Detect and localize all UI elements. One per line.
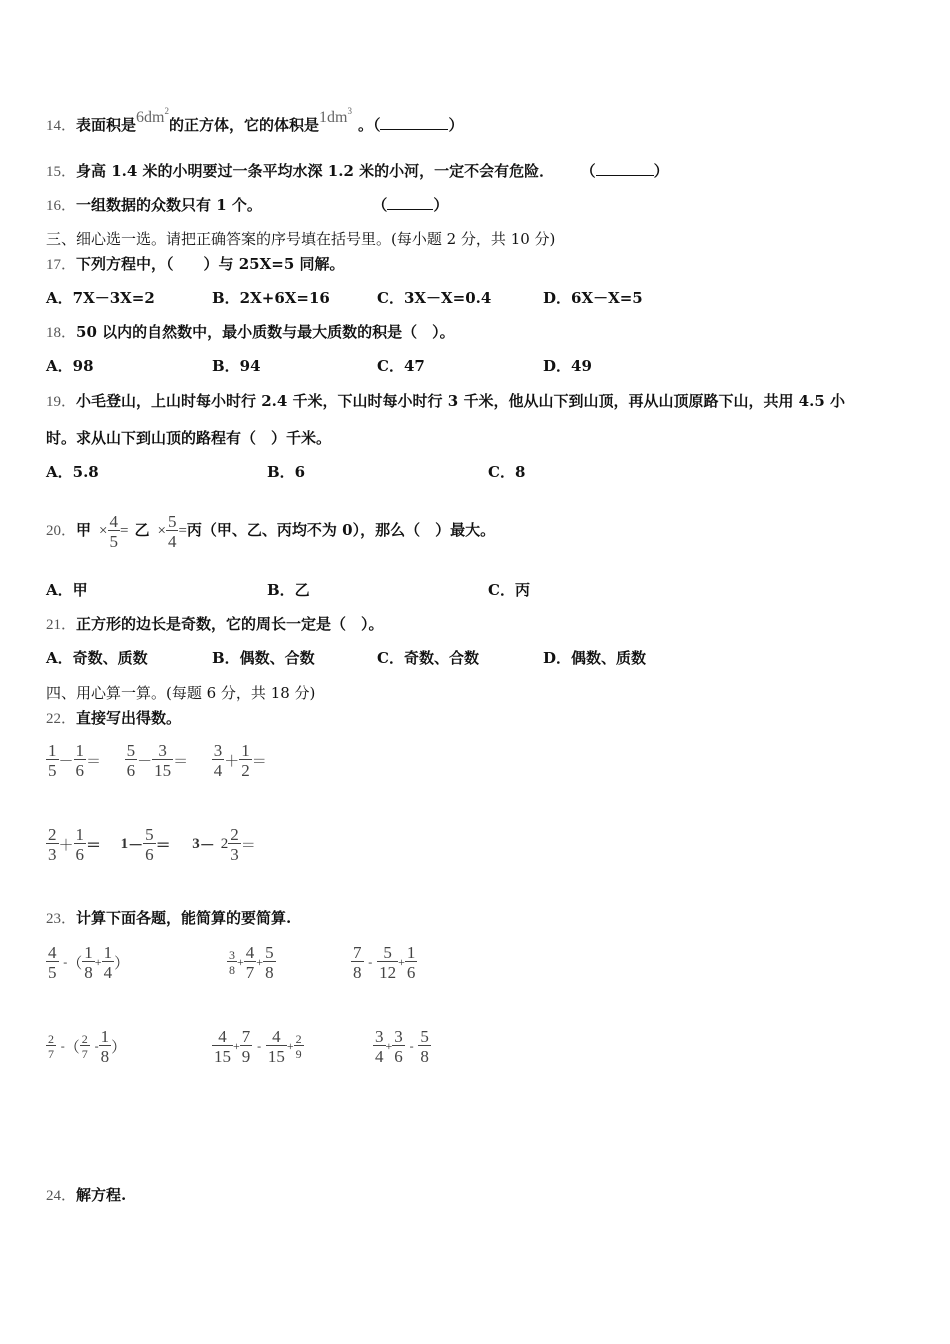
fraction: $\frac{3}{15}$ [154, 741, 172, 780]
fraction: $\frac{1}{4}$ [103, 943, 113, 982]
question-23: 23．计算下面各题，能简算的要简算. [46, 909, 292, 927]
fraction: $\frac{7}{9}$ [241, 1027, 251, 1066]
volume-value: $1dm^3$ [319, 106, 352, 126]
fraction: $\frac{4}{15}$ [214, 1027, 231, 1066]
question-19-line2: 时。求从山下到山顶的路程有（ ）千米。 [46, 429, 332, 447]
question-number: 20． [46, 523, 77, 539]
option-c[interactable]: C．丙 [488, 581, 530, 599]
fraction: $\frac{1}{8}$ [84, 943, 93, 982]
option-a[interactable]: A．5.8 [46, 463, 99, 481]
fraction: $\frac{2}{3}$ [230, 825, 239, 864]
option-d[interactable]: D．偶数、质数 [543, 649, 647, 667]
fraction: $\frac{2}{7}$ [81, 1032, 88, 1061]
fraction: $\frac{1}{5}$ [48, 741, 57, 780]
option-a[interactable]: A．98 [46, 357, 94, 375]
fraction: $\frac{5}{6}$ [126, 741, 136, 780]
fraction: $\frac{5}{6}$ [145, 825, 154, 864]
mental-math-row-2: $\frac{2}{3}$ ＋ $\frac{1}{6}$ ＝ 1－ $\frac{5}{6}$ ＝ 3－ 2 $\frac{2}{3}$ ＝ [48, 825, 256, 864]
fraction: $\frac{2}{3}$ [48, 825, 57, 864]
fraction: $\frac{2}{7}$ [48, 1032, 54, 1061]
option-b[interactable]: B．2X+6X=16 [212, 289, 330, 307]
question-number: 22． [46, 711, 77, 727]
option-b[interactable]: B．乙 [267, 581, 310, 599]
answer-blank[interactable] [380, 115, 448, 130]
question-21: 21．正方形的边长是奇数，它的周长一定是（ ）。 [46, 615, 384, 633]
question-number: 19． [46, 394, 77, 410]
expression-3: $\frac{7}{8}$ - $\frac{5}{12}$ + $\frac{1}{6}$ [353, 943, 416, 982]
fraction: $\frac{5}{8}$ [420, 1027, 429, 1066]
option-d[interactable]: D．49 [543, 357, 592, 375]
fraction: $\frac{7}{8}$ [353, 943, 362, 982]
question-17: 17．下列方程中，（ ）与 25X=5 同解。 [46, 255, 345, 273]
fraction: $\frac{1}{8}$ [100, 1027, 110, 1066]
question-19: 19．小毛登山，上山时每小时行 2.4 千米，下山时每小时行 3 千米，他从山下到山顶，再从山顶原路下山，共用 4.5 小 [46, 392, 845, 410]
section-4-heading: 四、用心算一算。(每题 6 分，共 18 分) [46, 684, 316, 702]
fraction: $\frac{5}{12}$ [379, 943, 397, 982]
question-number: 24． [46, 1188, 77, 1204]
fraction: $\frac{3}{4}$ [375, 1027, 384, 1066]
answer-blank[interactable] [387, 195, 433, 210]
fraction: $\frac{3}{8}$ [229, 948, 235, 977]
option-c[interactable]: C．47 [377, 357, 425, 375]
question-number: 17． [46, 257, 77, 273]
option-a[interactable]: A．甲 [46, 581, 88, 599]
question-number: 18． [46, 325, 77, 341]
fraction: $\frac{1}{6}$ [406, 943, 416, 982]
option-b[interactable]: B．94 [212, 357, 261, 375]
section-3-heading: 三、细心选一选。请把正确答案的序号填在括号里。(每小题 2 分，共 10 分) [46, 230, 556, 248]
fraction: $\frac{4}{5}$ [48, 943, 57, 982]
expression-5: $\frac{4}{15}$ + $\frac{7}{9}$ - $\frac{4}{15}$ + $\frac{2}{9}$ [214, 1027, 302, 1066]
question-number: 16． [46, 198, 77, 214]
fraction: $\frac{3}{4}$ [213, 741, 223, 780]
option-b[interactable]: B．6 [267, 463, 306, 481]
option-a[interactable]: A．奇数、质数 [46, 649, 148, 667]
question-24: 24．解方程. [46, 1186, 127, 1204]
expression-1: $\frac{4}{5}$ -（ $\frac{1}{8}$ + $\frac{1}{4}$ ） [48, 943, 130, 982]
option-c[interactable]: C．3X－X=0.4 [377, 289, 492, 307]
question-14: 14．表面积是$6dm^2$的正方体，它的体积是$1dm^3$。（ ） [46, 106, 464, 134]
question-16: 16．一组数据的众数只有 1 个。 （ ） [46, 196, 449, 214]
area-value: $6dm^2$ [136, 106, 169, 126]
question-22: 22．直接写出得数。 [46, 709, 182, 727]
fraction: $\frac{3}{6}$ [394, 1027, 403, 1066]
fraction: $\frac{5}{4}$ [167, 511, 177, 551]
option-c[interactable]: C．奇数、合数 [377, 649, 479, 667]
mental-math-row-1: $\frac{1}{5}$ － $\frac{1}{6}$ ＝ $\frac{5}{6}$ － $\frac{3}{15}$ ＝ $\frac{3}{4}$ ＋ $\frac{1}{2}$ ＝ [48, 741, 267, 780]
question-number: 23． [46, 911, 77, 927]
expression-2: $\frac{3}{8}$ + $\frac{4}{7}$ + $\frac{5}{8}$ [229, 943, 274, 982]
question-number: 15． [46, 164, 77, 180]
fraction: $\frac{4}{15}$ [267, 1027, 285, 1066]
question-number: 14． [46, 118, 77, 134]
fraction: $\frac{5}{8}$ [265, 943, 274, 982]
option-a[interactable]: A．7X－3X=2 [46, 289, 155, 307]
fraction: $\frac{2}{9}$ [295, 1032, 302, 1061]
option-c[interactable]: C．8 [488, 463, 526, 481]
fraction: $\frac{1}{2}$ [241, 741, 250, 780]
expression-4: $\frac{2}{7}$ -（ $\frac{2}{7}$ - $\frac{1}{8}$ ） [48, 1027, 127, 1066]
question-number: 21． [46, 617, 77, 633]
answer-blank[interactable] [596, 161, 654, 176]
fraction: $\frac{4}{5}$ [109, 511, 118, 551]
option-b[interactable]: B．偶数、合数 [212, 649, 315, 667]
question-20: 20．甲 × $\frac{4}{5}$ = 乙 × $\frac{5}{4}$ =丙（甲、乙、丙均不为 0），那么（ ）最大。 [46, 511, 496, 551]
question-18: 18．50 以内的自然数中，最小质数与最大质数的积是（ ）。 [46, 323, 455, 341]
fraction: $\frac{1}{6}$ [75, 741, 85, 780]
fraction: $\frac{4}{7}$ [245, 943, 255, 982]
expression-6: $\frac{3}{4}$ + $\frac{3}{6}$ - $\frac{5}{8}$ [375, 1027, 429, 1066]
option-d[interactable]: D．6X－X=5 [543, 289, 643, 307]
fraction: $\frac{1}{6}$ [75, 825, 85, 864]
question-15: 15．身高 1.4 米的小明要过一条平均水深 1.2 米的小河，一定不会有危险． （ ） [46, 162, 669, 180]
